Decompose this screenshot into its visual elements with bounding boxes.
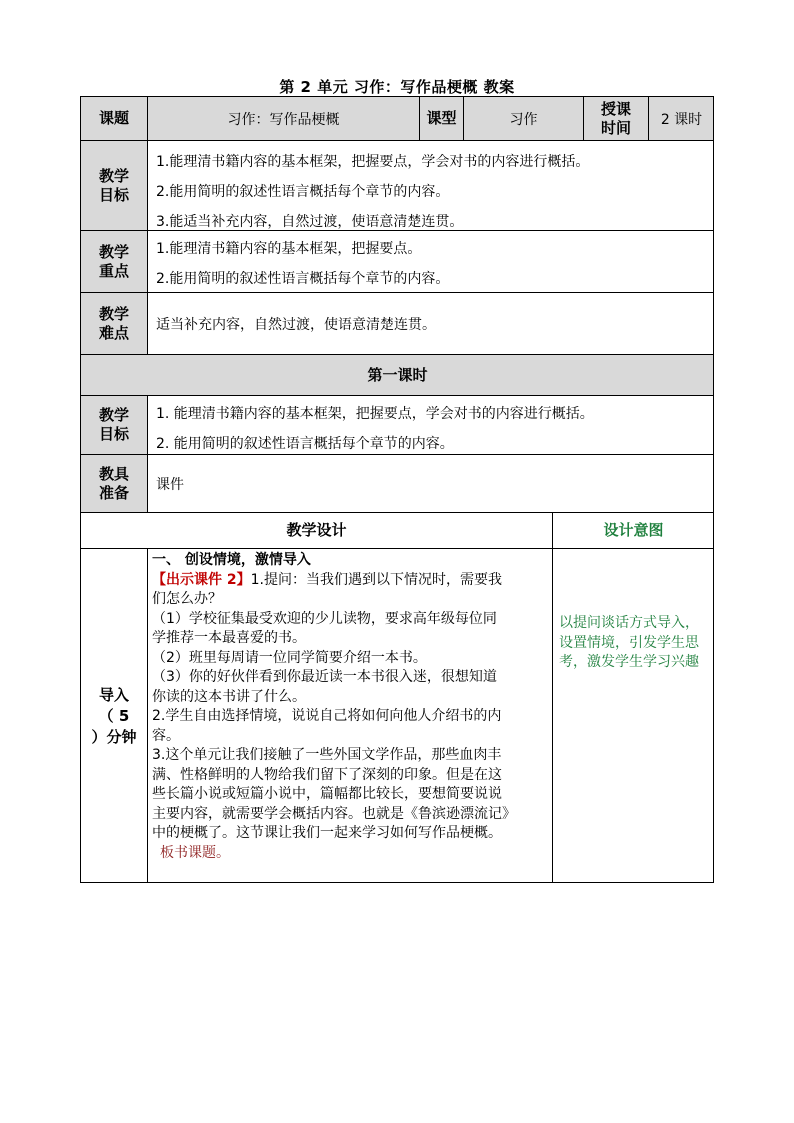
design-header-row xyxy=(80,512,714,548)
intro-row xyxy=(80,548,714,883)
difficulties-row xyxy=(80,292,714,354)
courseware-tag: 【出示课件 2】 xyxy=(152,571,251,588)
materials-row xyxy=(80,454,714,512)
value-topic: 习作：写作品梗概 xyxy=(147,96,419,140)
label-type: 课型 xyxy=(419,96,463,140)
label-time: 授课 时间 xyxy=(583,96,648,140)
difficulties-content: 适当补充内容，自然过渡，使语意清楚连贯。 xyxy=(147,292,714,354)
lesson1-title: 第一课时 xyxy=(80,354,714,395)
lesson1-goals-content: 1. 能理清书籍内容的基本框架，把握要点，学会对书的内容进行概括。 2. 能用简明的叙述性语言概括每个章节的内容。 xyxy=(147,395,714,454)
goals-content: 1.能理清书籍内容的基本框架，把握要点，学会对书的内容进行概括。 2.能用简明的叙述性语言概括每个章节的内容。 3.能适当补充内容，自然过渡，使语意清楚连贯。 xyxy=(147,140,714,230)
label-lesson1-goals: 教学 目标 xyxy=(80,395,147,454)
design-header: 教学设计 xyxy=(80,512,552,548)
keypoints-content: 1.能理清书籍内容的基本框架，把握要点。 2.能用简明的叙述性语言概括每个章节的内容。 xyxy=(147,230,714,292)
lesson1-goals-row xyxy=(80,395,714,454)
value-type: 习作 xyxy=(463,96,583,140)
label-intro: 导入 （ 5 ）分钟 xyxy=(80,548,147,883)
board-note: 板书课题。 xyxy=(160,844,230,861)
materials-content: 课件 xyxy=(147,454,714,512)
label-keypoints: 教学 重点 xyxy=(80,230,147,292)
document-title: 第 2 单元 习作：写作品梗概 教案 xyxy=(279,78,515,96)
label-topic: 课题 xyxy=(80,96,147,140)
intro-heading: 一、 创设情境，激情导入 xyxy=(152,552,311,568)
intro-intent: 以提问谈话方式导入， 设置情境，引发学生思 考，激发学生学习兴趣 xyxy=(552,548,714,883)
value-time: 2 课时 xyxy=(648,96,714,140)
label-materials: 教具 准备 xyxy=(80,454,147,512)
label-goals: 教学 目标 xyxy=(80,140,147,230)
intro-content: 一、 创设情境，激情导入 【出示课件 2】1.提问：当我们遇到以下情况时，需要我 们怎么办？ （1）学校征集最受欢迎的少儿读物，要求高年级每位同 学推荐一本最喜爱的书。 （2）班里每周请一位同学简要介绍一本书。 （3）你的好伙伴看到你最近读一本书很入迷，很想知道 你读的这本书讲了什么。 2.学生自由选择情境，说说自己将如何向他人介绍书的内 容。 3.这个单元让我们接触了一些外国文学作品，那些血肉丰 满、性格鲜明的人物给我们留下了深刻的印象。但是在这 些长篇小说或短篇小说中，篇幅都比较长，要想简要说说 主要内容，就需要学会概括内容。也就是《鲁滨逊漂流记》 中的梗概了。这节课让我们一起来学习如何写作品梗概。 板书课题。 xyxy=(147,548,552,883)
goals-row xyxy=(80,140,714,230)
lesson1-row xyxy=(80,354,714,395)
label-difficulties: 教学 难点 xyxy=(80,292,147,354)
keypoints-row xyxy=(80,230,714,292)
intent-header: 设计意图 xyxy=(552,512,714,548)
header-row xyxy=(80,96,714,140)
